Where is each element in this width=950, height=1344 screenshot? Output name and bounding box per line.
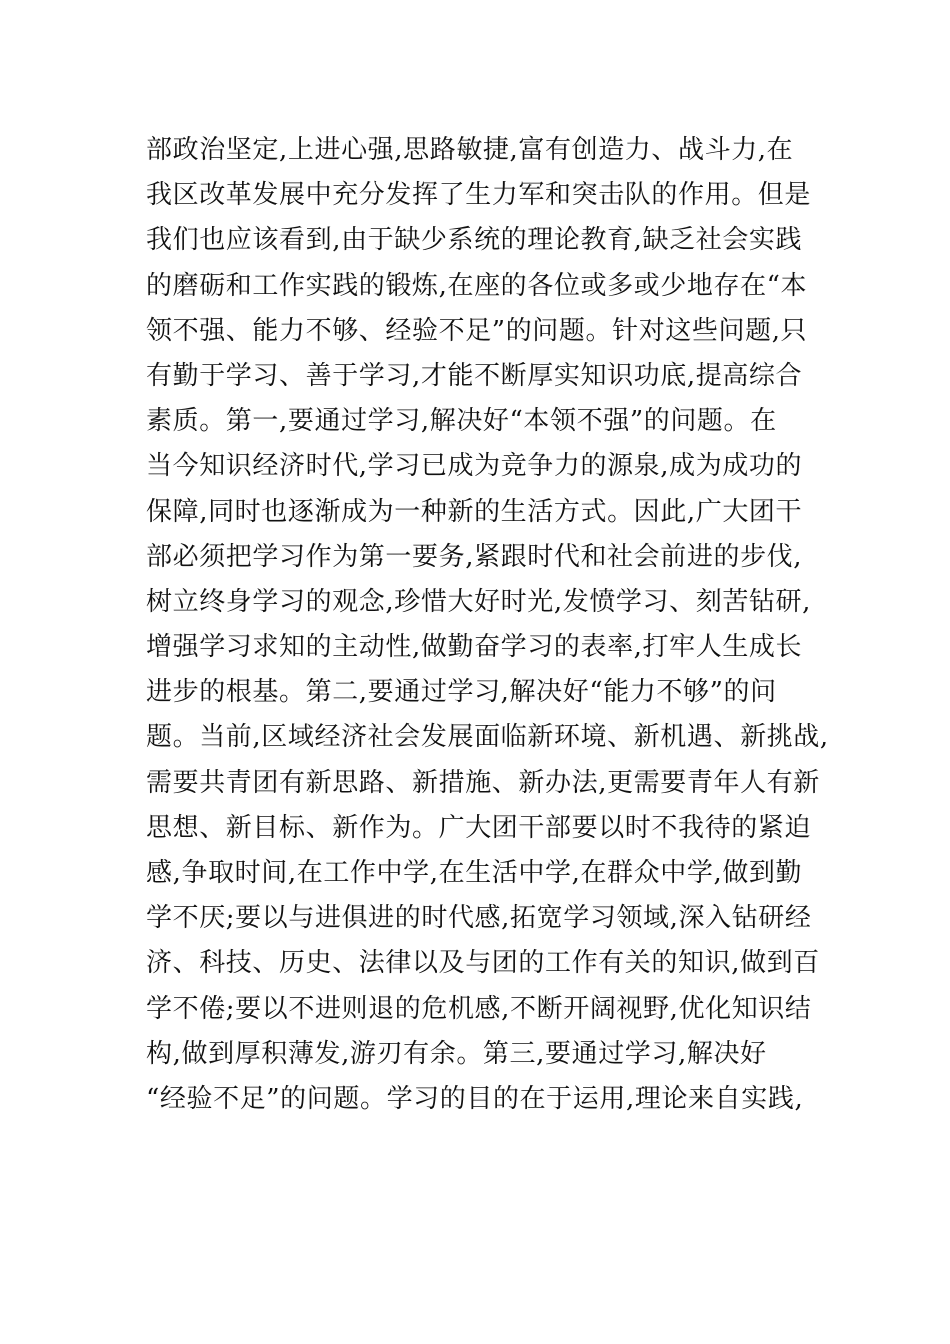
- text-line: 我们也应该看到,由于缺少系统的理论教育,缺乏社会实践: [146, 225, 803, 256]
- text-line: 素质。第一,要通过学习,解决好“本领不强”的问题。在: [146, 406, 777, 437]
- text-line: 学不厌;要以与进俱进的时代感,拓宽学习领域,深入钻研经: [146, 903, 812, 934]
- text-line: 保障,同时也逐渐成为一种新的生活方式。因此,广大团干: [146, 496, 803, 527]
- text-line: 需要共青团有新思路、新措施、新办法,更需要青年人有新: [146, 767, 820, 798]
- text-line: 题。当前,区域经济社会发展面临新环境、新机遇、新挑战,: [146, 722, 829, 753]
- text-line: 增强学习求知的主动性,做勤奋学习的表率,打牢人生成长: [146, 632, 803, 663]
- text-line: 思想、新目标、新作为。广大团干部要以时不我待的紧迫: [146, 812, 812, 843]
- text-line: 我区改革发展中充分发挥了生力军和突击队的作用。但是: [146, 180, 812, 211]
- text-line: 的磨砺和工作实践的锻炼,在座的各位或多或少地存在“本: [146, 270, 808, 301]
- text-line: “经验不足”的问题。学习的目的在于运用,理论来自实践,: [146, 1083, 804, 1114]
- text-line: 当今知识经济时代,学习已成为竞争力的源泉,成为成功的: [146, 451, 803, 482]
- body-text: [146, 128, 829, 1122]
- text-line: 构,做到厚积薄发,游刃有余。第三,要通过学习,解决好: [146, 1038, 767, 1069]
- text-line: 进步的根基。第二,要通过学习,解决好“能力不够”的问: [146, 677, 777, 708]
- text-line: 济、科技、历史、法律以及与团的工作有关的知识,做到百: [146, 948, 820, 979]
- text-line: 有勤于学习、善于学习,才能不断厚实知识功底,提高综合: [146, 360, 803, 391]
- text-line: 学不倦;要以不进则退的危机感,不断开阔视野,优化知识结: [146, 993, 812, 1024]
- text-line: 部必须把学习作为第一要务,紧跟时代和社会前进的步伐,: [146, 541, 803, 572]
- text-line: 领不强、能力不够、经验不足”的问题。针对这些问题,只: [146, 315, 808, 346]
- text-line: 部政治坚定,上进心强,思路敏捷,富有创造力、战斗力,在: [146, 135, 794, 165]
- text-line: 树立终身学习的观念,珍惜大好时光,发愤学习、刻苦钻研,: [146, 586, 811, 617]
- text-line: 感,争取时间,在工作中学,在生活中学,在群众中学,做到勤: [146, 858, 803, 888]
